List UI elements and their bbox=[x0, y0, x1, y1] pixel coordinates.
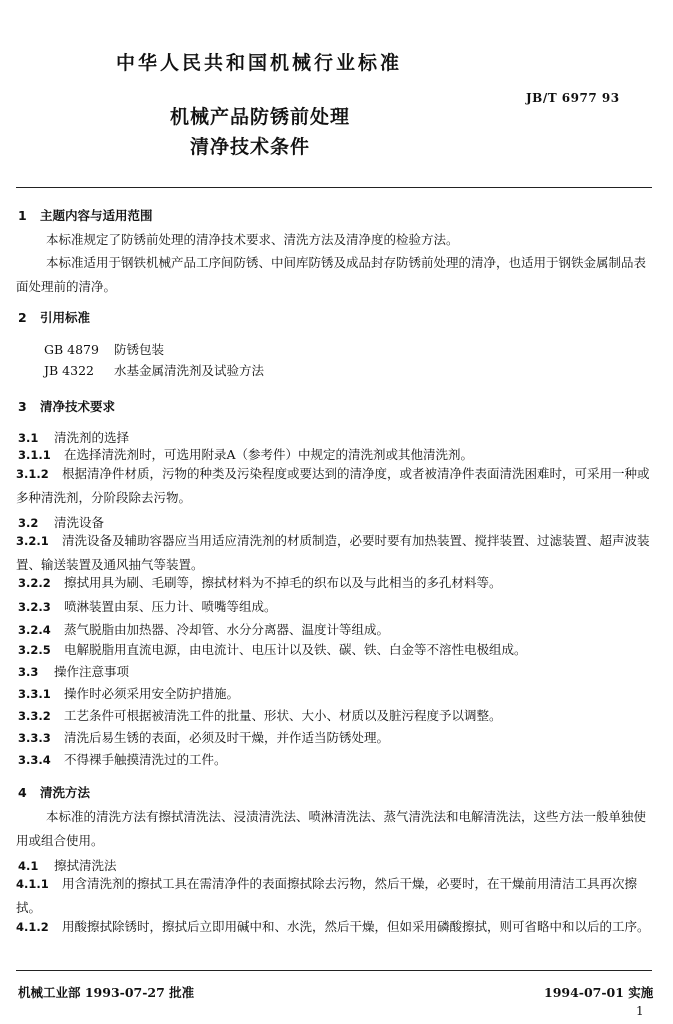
clause-4-1-2: 4.1.2 用酸擦拭除锈时，擦拭后立即用碱中和、水洗，然后干燥，但如采用磷酸擦拭，则可省略中和以后的工序。 bbox=[16, 919, 650, 934]
clause-3-2-5: 3.2.5 电解脱脂用直流电源，由电流计、电压计以及铁、碳、铁、白金等不溶性电极组成。 bbox=[18, 642, 527, 657]
clause-3-3-3: 3.3.3 清洗后易生锈的表面，必须及时干燥，并作适当防锈处理。 bbox=[18, 730, 390, 745]
reference-code: JB 4322 bbox=[44, 363, 94, 378]
header-divider bbox=[16, 187, 652, 188]
section-title: 清净技术要求 bbox=[40, 399, 116, 414]
reference-item bbox=[44, 361, 264, 379]
section-1-paragraph-1: 本标准规定了防锈前处理的清净技术要求、清洗方法及清净度的检验方法。 bbox=[46, 232, 459, 247]
subsection-3-2: 3.2 清洗设备 bbox=[18, 515, 105, 530]
reference-code: GB 4879 bbox=[44, 342, 99, 357]
section-4-paragraph: 本标准的清洗方法有擦拭清洗法、浸渍清洗法、喷淋清洗法、蒸气清洗法和电解清洗法，这些方法一般单独使用或组合使用。 bbox=[16, 809, 647, 848]
section-4-heading bbox=[18, 783, 90, 801]
section-1-paragraph-2: 本标准适用于钢铁机械产品工序间防锈、中间库防锈及成品封存防锈前处理的清净，也适用于钢铁金属制品表面处理前的清净。 bbox=[16, 255, 647, 294]
section-number: 3 bbox=[18, 399, 27, 414]
clause-3-3-2: 3.3.2 工艺条件可根据被清洗工件的批量、形状、大小、材质以及脏污程度予以调整。 bbox=[18, 708, 502, 723]
issuing-body-heading: 中华人民共和国机械行业标准 bbox=[116, 52, 403, 74]
clause-3-2-3: 3.2.3 喷淋装置由泵、压力计、喷嘴等组成。 bbox=[18, 599, 277, 614]
reference-name: 水基金属清洗剂及试验方法 bbox=[114, 363, 265, 378]
clause-4-1-1: 4.1.1 用含清洗剂的擦拭工具在需清净件的表面擦拭除去污物，然后干燥，必要时，在干燥前用清洁工具再次擦拭。 bbox=[16, 876, 638, 915]
approval-line: 机械工业部 1993-07-27 批准 bbox=[18, 985, 195, 1000]
standard-code: JB/T 6977 93 bbox=[526, 91, 620, 105]
clause-3-1-1: 3.1.1 在选择清洗剂时，可选用附录A（参考件）中规定的清洗剂或其他清洗剂。 bbox=[18, 447, 474, 462]
clause-3-2-1: 3.2.1 清洗设备及辅助容器应当用适应清洗剂的材质制造，必要时要有加热装置、搅拌装置、过滤装置、超声波装置、输送装置及通风抽气等装置。 bbox=[16, 533, 650, 572]
subsection-3-3: 3.3 操作注意事项 bbox=[18, 664, 130, 679]
clause-3-3-4: 3.3.4 不得裸手触摸清洗过的工件。 bbox=[18, 752, 227, 767]
section-2-heading bbox=[18, 308, 90, 326]
reference-item bbox=[44, 340, 164, 358]
subsection-3-1: 3.1 清洗剂的选择 bbox=[18, 430, 130, 445]
section-number: 4 bbox=[18, 785, 27, 800]
section-3-heading bbox=[18, 397, 115, 415]
clause-3-1-2: 3.1.2 根据清净件材质，污物的种类及污染程度或要达到的清净度，或者被清净件表面清洗困难时，可采用一种或多种清洗剂，分阶段除去污物。 bbox=[16, 466, 650, 505]
section-title: 主题内容与适用范围 bbox=[40, 208, 153, 223]
reference-name: 防锈包装 bbox=[114, 342, 165, 357]
section-title: 清洗方法 bbox=[40, 785, 91, 800]
section-title: 引用标准 bbox=[40, 310, 91, 325]
document-title-line2: 清净技术条件 bbox=[190, 136, 311, 158]
section-number: 2 bbox=[18, 310, 27, 325]
clause-3-3-1: 3.3.1 操作时必须采用安全防护措施。 bbox=[18, 686, 240, 701]
subsection-4-1: 4.1 擦拭清洗法 bbox=[18, 858, 117, 873]
document-title-line1: 机械产品防锈前处理 bbox=[170, 106, 351, 128]
section-1-heading bbox=[18, 206, 153, 224]
page-number: 1 bbox=[636, 1004, 644, 1018]
clause-3-2-4: 3.2.4 蒸气脱脂由加热器、冷却管、水分分离器、温度计等组成。 bbox=[18, 622, 390, 637]
footer-divider bbox=[16, 970, 652, 971]
section-number: 1 bbox=[18, 208, 27, 223]
clause-3-2-2: 3.2.2 擦拭用具为刷、毛刷等，擦拭材料为不掉毛的织布以及与此相当的多孔材料等。 bbox=[18, 575, 502, 590]
implementation-date: 1994-07-01 实施 bbox=[544, 985, 654, 1000]
